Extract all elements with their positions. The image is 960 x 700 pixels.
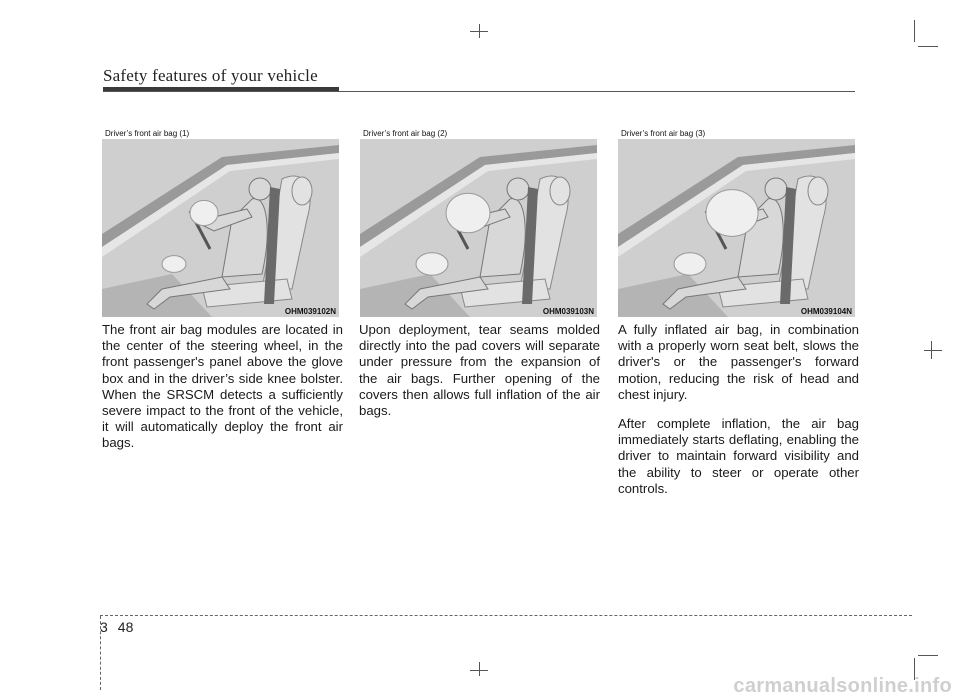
text-column-3 (618, 322, 859, 510)
crop-mark-top-center-h (470, 31, 488, 32)
paragraph: The front air bag modules are located in the center of the steering wheel, in the front passenger's panel above the glove box and in the driver’s side knee bolster. When the SRSCM detects a sufficiently severe impact to the front of the vehicle, it will automatically deploy the front air bags. (102, 322, 343, 451)
figure-code: OHM039104N (800, 307, 852, 316)
figure-illustration (102, 139, 339, 317)
airbag-illustration-3 (618, 139, 855, 317)
driver-head (249, 178, 271, 200)
header-rule-thin (103, 91, 855, 92)
figure-caption: Driver’s front air bag (3) (621, 129, 706, 138)
knee-airbag (416, 253, 448, 275)
page-number (100, 619, 133, 635)
crop-mark-bottom-center-v (479, 662, 480, 676)
figure-airbag-1 (102, 127, 339, 317)
figure-illustration (360, 139, 597, 317)
driver-head (507, 178, 529, 200)
figure-illustration (618, 139, 855, 317)
figure-airbag-3 (618, 127, 855, 317)
chapter-number: 3 (100, 619, 108, 635)
figure-caption: Driver’s front air bag (2) (363, 129, 448, 138)
knee-airbag (674, 253, 706, 275)
crop-mark-bottom-center-h (470, 670, 488, 671)
watermark: carmanualsonline.info (733, 675, 952, 697)
headrest (292, 177, 312, 205)
footer-rule (100, 615, 912, 616)
figure-airbag-2 (360, 127, 597, 317)
headrest (808, 177, 828, 205)
page-header-title: Safety features of your vehicle (103, 66, 318, 85)
crop-mark-top-right-h (918, 46, 938, 47)
text-column-1 (102, 322, 343, 465)
crop-mark-bottom-right-h (918, 655, 938, 656)
crop-mark-top-right-v (914, 20, 915, 42)
driver-airbag (446, 193, 490, 233)
page-number-value: 48 (117, 619, 134, 635)
driver-airbag (706, 190, 758, 237)
knee-airbag (162, 256, 186, 273)
figure-caption: Driver’s front air bag (1) (105, 129, 190, 138)
paragraph: A fully inflated air bag, in combination with a properly worn seat belt, slows the driver's or the passenger's forward motion, reducing the risk of head and chest injury. (618, 322, 859, 402)
crop-mark-right-center-h (924, 350, 942, 351)
driver-head (765, 178, 787, 200)
figure-code: OHM039102N (284, 307, 336, 316)
paragraph: Upon deployment, tear seams molded directly into the pad covers will separate under pressure from the expansion of the air bags. Further opening of the covers then allows full inflation of the air bags. (359, 322, 600, 419)
airbag-illustration-2 (360, 139, 597, 317)
crop-mark-right-center-v (931, 341, 932, 359)
paragraph: After complete inflation, the air bag immediately starts deflating, enabling the driver to maintain forward visibility and the ability to steer or operate other controls. (618, 416, 859, 496)
text-column-2 (359, 322, 600, 432)
headrest (550, 177, 570, 205)
driver-airbag (190, 200, 218, 225)
airbag-illustration-1 (102, 139, 339, 317)
figure-code: OHM039103N (542, 307, 594, 316)
